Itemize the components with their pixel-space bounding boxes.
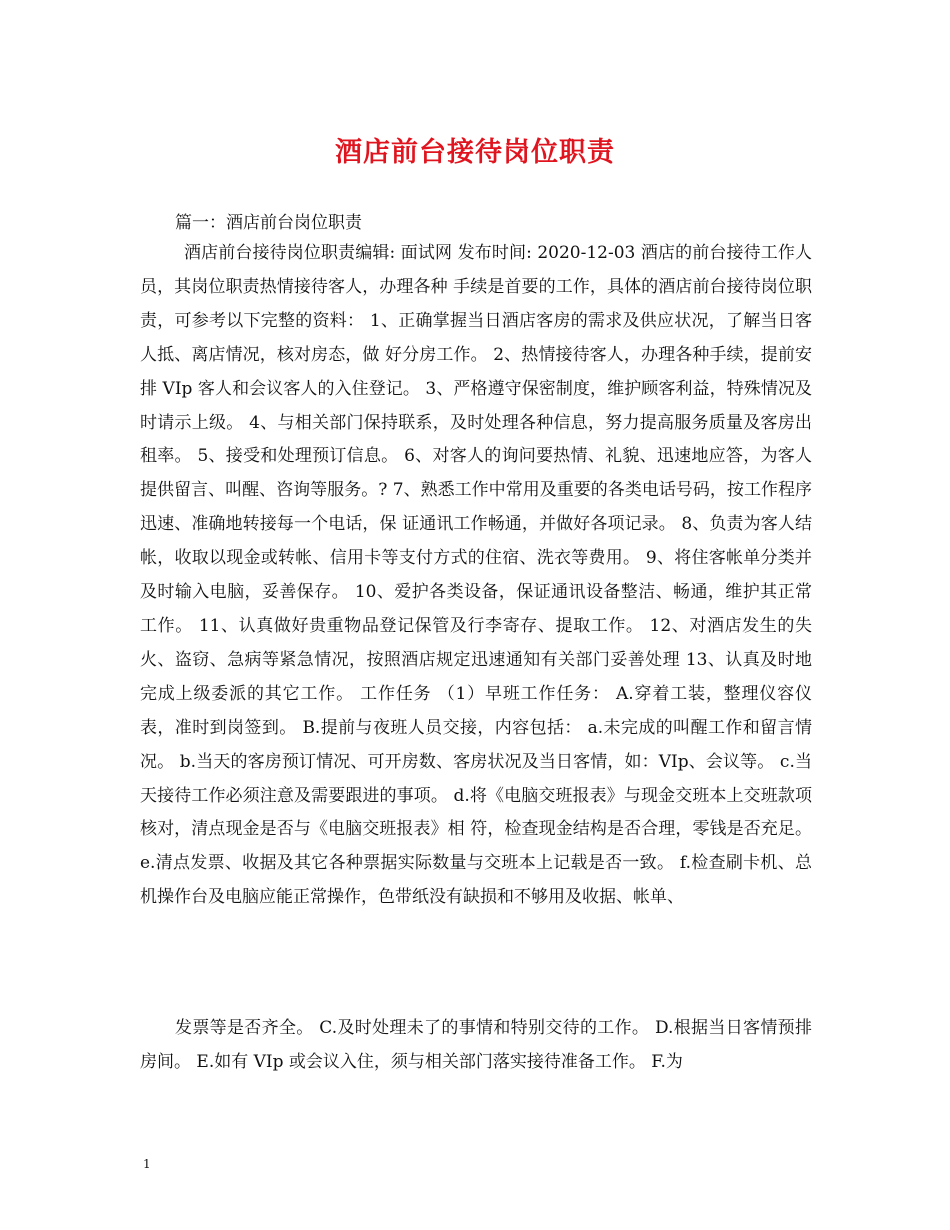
body-paragraph-1: 酒店前台接待岗位职责编辑: 面试网 发布时间: 2020-12-03 酒店的前台接待工作人员，其岗位职责热情接待客人，办理各种 手续是首要的工作，具体的酒店前台接待岗位职责，可参考以下完整的资料： 1、正确掌握当日酒店客房的需求及供应状况，了解当日客人抵、离店情况，核对房态，做 好分房工作。 2、热情接待客人，办理各种手续，提前安排 VIp 客人和会议客人的入住登记。 3、严格遵守保密制度，维护顾客利益，特殊情况及时请示上级。 4、与相关部门保持联系，及时处理各种信息，努力提高服务质量及客房出租率。 5、接受和处理预订信息。 6、对客人的询问要热情、礼貌、迅速地应答，为客人提供留言、叫醒、咨询等服务。? 7、熟悉工作中常用及重要的各类电话号码，按工作程序迅速、准确地转接每一个电话，保 证通讯工作畅通，并做好各项记录。 8、负责为客人结帐，收取以现金或转帐、信用卡等支付方式的住宿、洗衣等费用。 9、将住客帐单分类并及时输入电脑，妥善保存。 10、爱护各类设备，保证通讯设备整洁、畅通，维护其正常工作。 11、认真做好贵重物品登记保管及行李寄存、提取工作。 12、对酒店发生的失火、盗窃、急病等紧急情况，按照酒店规定迅速通知有关部门妥善处理 13、认真及时地完成上级委派的其它工作。 工作任务 （1）早班工作任务： A.穿着工装，整理仪容仪表，准时到岗签到。 B.提前与夜班人员交接，内容包括： a.未完成的叫醒工作和留言情况。 b.当天的客房预订情况、可开房数、客房状况及当日客情，如：VIp、会议等。 c.当天接待工作必须注意及需要跟进的事项。 d.将《电脑交班报表》与现金交班本上交班款项核对，清点现金是否与《电脑交班报表》相 符，检查现金结构是否合理，零钱是否充足。 e.清点发票、收据及其它各种票据实际数量与交班本上记载是否一致。 f.检查刷卡机、总机操作台及电脑应能正常操作，色带纸没有缺损和不够用及收据、帐单、 (140, 243, 812, 908)
document-title: 酒店前台接待岗位职责 (335, 137, 615, 168)
page-number: 1 (143, 1157, 151, 1171)
body-paragraph-2: 发票等是否齐全。 C.及时处理未了的事情和特别交待的工作。 D.根据当日客情预排房间。 E.如有 VIp 或会议入住，须与相关部门落实接待准备工作。 F.为 (140, 1018, 812, 1072)
section-heading: 篇一：酒店前台岗位职责 (175, 213, 362, 233)
